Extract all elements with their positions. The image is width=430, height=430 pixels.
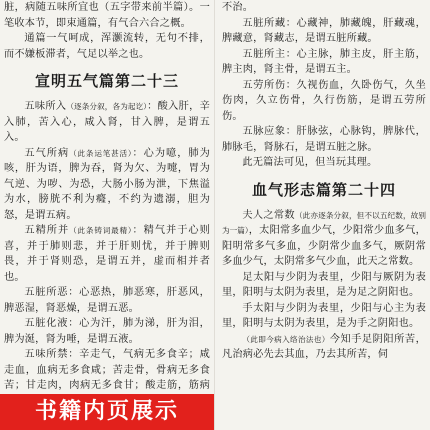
paragraph xyxy=(4,285,210,316)
paragraph-text: ：心藏神，肺藏魄，肝藏魂，脾藏意，肾藏志，是谓五脏所藏。 xyxy=(222,17,426,44)
paragraph-text: ：心为汗，肺为涕，肝为泪，脾为涎，肾为唾，是谓五液。 xyxy=(4,318,210,345)
paragraph-text: 今知手足阴阳所苦，凡治病必先去其血，乃去其所苦，伺 xyxy=(222,333,426,360)
paragraph xyxy=(4,316,210,347)
paragraph xyxy=(222,208,426,270)
paragraph-text: 足太阳与少阴为表里，少阳与厥阴为表里，阳明与太阴为表里，是为足之阴阳也。 xyxy=(222,271,426,298)
right-column xyxy=(222,0,426,363)
intro-paragraph-2: 通篇一气呵成，浑灏流转，无句不排，而不嫌板滞者，气足以举之也。 xyxy=(4,33,210,60)
paragraph-label: 五脏所恶 xyxy=(24,287,69,298)
chapter-title-24: 血气形志篇第二十四 xyxy=(251,180,396,199)
paragraph-text: ：心为噫，肺为咳，肝为语，脾为吞，肾为欠、为嚏，胃为气逆、为哕、为恐，大肠小肠为泄，下焦溢为水，膀胱不利为癃，不约为遗溺，胆为怒，是谓五病。 xyxy=(4,147,210,221)
paragraph xyxy=(4,146,210,224)
paragraph-label: 五味所入 xyxy=(24,101,67,112)
paragraph xyxy=(222,124,426,155)
paragraph-text: ：精气并于心则喜，并于肺则悲，并于肝则忧，并于脾则畏，并于肾则恐，是谓五并，虚而相并者也。 xyxy=(4,225,210,283)
paragraph-annotation: （此亦逐条分叙，但不以五纪数，故别为一篇） xyxy=(222,210,427,235)
intro-paragraph-1: 脏，病随五味所宜也（五字带来前半篇）。一笔收本节，即束通篇，有气合六合之概。 xyxy=(4,2,210,29)
paragraph xyxy=(222,332,426,363)
paragraph-text: ：辛走气，气病无多食辛；咸走血，血病无多食咸；苦走骨，骨病无多食苦；甘走肉，肉病无多食甘；酸走筋，筋病 xyxy=(4,349,210,391)
page-gutter xyxy=(214,0,215,430)
paragraph-label: 五劳所伤 xyxy=(242,79,286,91)
paragraph xyxy=(4,223,210,285)
paragraph xyxy=(222,301,426,332)
paragraph xyxy=(222,270,426,301)
paragraph-text: ：久视伤血，久卧伤气，久坐伤肉，久立伤骨，久行伤筋，是谓五劳所伤。 xyxy=(222,79,426,122)
paragraph-label: 五气所病 xyxy=(24,147,70,159)
left-paragraphs xyxy=(4,99,210,409)
paragraph-text: ：肝脉弦，心脉钩，脾脉代，肺脉毛，肾脉石，是谓五脏之脉。 xyxy=(222,126,426,153)
paragraph xyxy=(222,16,426,47)
paragraph-text: ，太阳常多血少气，少阳常少血多气，阳明常多气多血，少阴常少血多气，厥阴常多血少气，太阴常多气少血，此天之常数。 xyxy=(222,225,426,267)
paragraph-text: ：酸入肝，辛入肺，苦入心，咸入肾，甘入脾，是谓五入。 xyxy=(4,101,210,143)
paragraph-annotation: （逐条分叙，各为起讫） xyxy=(66,102,148,111)
paragraph xyxy=(222,78,426,125)
paragraph-text: ：心主脉，肺主皮，肝主筋，脾主肉，肾主骨，是谓五主。 xyxy=(222,48,426,75)
paragraph-label: 五脏所藏 xyxy=(242,17,286,29)
paragraph-label: 五脏所主 xyxy=(242,48,286,60)
paragraph-label: 五精所并 xyxy=(24,225,70,236)
paragraph-annotation: （此条运笔甚活） xyxy=(69,148,133,158)
paragraph xyxy=(4,99,210,146)
paragraph-label: 夫人之常数 xyxy=(242,209,295,221)
paragraph-annotation: （此即今病入络治法也） xyxy=(242,334,330,344)
right-paragraphs xyxy=(222,16,426,156)
paragraph-annotation: （此条铸词最精） xyxy=(69,226,133,235)
showcase-banner: 书籍内页展示 xyxy=(0,394,214,430)
right-lead-text: 不治。 xyxy=(222,2,254,13)
paragraph xyxy=(222,47,426,78)
chapter-title-23: 宣明五气篇第二十三 xyxy=(34,72,179,90)
paragraph-label: 五脉应象 xyxy=(242,126,286,137)
closing-note: 此无篇法可见，但当玩其理。 xyxy=(242,157,378,168)
paragraph-text: 手太阳与少阴为表里，少阳与心主为表里，阳明与太阴为表里，是为手之阴阳也。 xyxy=(222,302,426,329)
right-paragraphs-2 xyxy=(222,208,426,363)
paragraph-label: 五味所禁 xyxy=(24,349,69,360)
paragraph-label: 五脏化液 xyxy=(24,318,69,329)
paragraph-text: ：心恶热，肺恶寒，肝恶风，脾恶湿，肾恶燥，是谓五恶。 xyxy=(4,287,210,314)
left-column xyxy=(4,0,210,409)
